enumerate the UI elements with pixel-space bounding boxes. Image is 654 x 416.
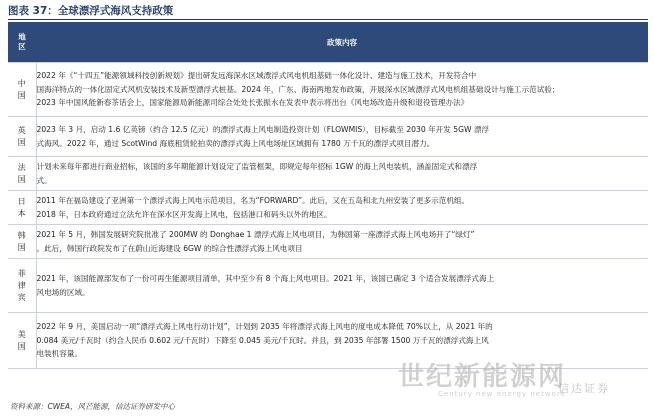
table-row — [8, 63, 648, 117]
table-row — [8, 117, 648, 157]
policy-line: 电装机容量。 — [36, 349, 83, 359]
policy-line: 国海洋特点的一体化固定式风机安装技术及新型漂浮式桩基。2024 年，广东、海南两地发布政策，开展深水区域漂浮式风电机组基础设计与施工示范试验； — [36, 84, 560, 94]
watermark-sub: Century new energy network — [438, 390, 566, 398]
table-row — [8, 313, 648, 369]
table-row — [8, 259, 648, 313]
table-row — [8, 225, 648, 259]
region-char: 国 — [17, 137, 26, 147]
header-region: 地区 — [8, 22, 36, 63]
region-char: 国 — [17, 242, 26, 252]
region-char: 英 — [17, 125, 26, 135]
policy-line: 0.084 美元/千瓦时（约合人民币 0.602 元/千瓦时）下降至 0.045 美元/千瓦时。并且，到 2035 年部署 1500 万千瓦的漂浮式海上风 — [36, 335, 489, 345]
region-char: 国 — [17, 341, 26, 351]
policy-cell — [36, 63, 648, 117]
table-row — [8, 191, 648, 225]
region-cell — [8, 157, 36, 191]
region-char: 国 — [17, 174, 26, 184]
region-char: 日 — [17, 196, 26, 206]
region-char: 美 — [17, 329, 26, 339]
region-cell — [8, 63, 36, 117]
region-cell — [8, 191, 36, 225]
header-content: 政策内容 — [36, 22, 648, 63]
policy-line: 2023 年 3 月，启动 1.6 亿英镑（约合 12.5 亿元）的漂浮式海上风电制造投资计划（FLOWMIS），目标截至 2030 年开发 5GW 漂浮 — [36, 124, 490, 134]
policy-cell — [36, 259, 648, 313]
region-cell — [8, 225, 36, 259]
watermark-brand: 信达证券 — [558, 382, 610, 395]
policy-line: 2023 年中国风能新春茶话会上，国家能源局新能源司综合处处长张振水在发表中表示将出台《风电场改造升级和退役管理办法》 — [36, 98, 469, 108]
table-header-row — [8, 22, 648, 63]
policy-table — [8, 22, 648, 369]
policy-line: 式。 — [36, 175, 52, 185]
policy-line: 2021 年，该国能源部发布了一份可再生能源项目清单，其中至少有 8 个海上风电项目。2021 年，该国已确定 3 个适合发展漂浮式海上 — [36, 273, 495, 283]
region-char: 中 — [17, 78, 26, 88]
region-char: 韩 — [17, 230, 26, 240]
policy-cell — [36, 117, 648, 157]
policy-line: 2018 年，日本政府通过立法允许在深水区开发海上风电，包括港口和码头以外的地区。 — [36, 209, 332, 219]
region-char: 国 — [17, 90, 26, 100]
policy-cell — [36, 313, 648, 369]
policy-line: 2022 年《“十四五”能源领域科技创新规划》提出研发远海深水区域漂浮式风电机组基础一体化设计、建造与施工技术，开发符合中 — [36, 71, 477, 81]
table-row — [8, 157, 648, 191]
policy-line: 计划未来每年都进行商业招标，该国的多年期能源计划设定了监管框架，即规定每年招标 1GW 的海上风电装机，涵盖固定式和漂浮 — [36, 161, 478, 171]
policy-cell — [36, 225, 648, 259]
policy-line: 。此后，韩国行政院发布了在蔚山近海建设 6GW 的综合性漂浮式海上风电项目 — [36, 243, 303, 253]
policy-cell — [36, 191, 648, 225]
policy-cell — [36, 157, 648, 191]
policy-line: 2011 年在福岛建设了亚洲第一个漂浮式海上风电示范项目，名为“FORWARD”。此后，又在五岛和北九州安装了更多示范机组。 — [36, 195, 470, 205]
region-cell — [8, 117, 36, 157]
figure-title: 图表 37：全球漂浮式海风支持政策 — [8, 3, 648, 20]
policy-line: 2021 年 5 月，韩国发展研究院批准了 200MW 的 Donghae 1 漂浮式海上风电项目，为韩国第一座漂浮式海上风电场开了“绿灯” — [36, 229, 475, 239]
watermark-main: 世纪新能源网 — [398, 362, 567, 392]
policy-line: 风电场的区域。 — [36, 287, 90, 297]
source-note: 资料来源：CWEA，风芒能源，信达证券研发中心 — [10, 402, 176, 411]
region-cell — [8, 313, 36, 369]
region-char: 菲 — [17, 268, 26, 278]
policy-line: 式海风。2022 年，通过 ScotWind 海底租赁轮拍卖的漂浮式海上风电场址区域拥有 1780 万千瓦的漂浮式项目潜力。 — [36, 138, 435, 148]
region-cell — [8, 259, 36, 313]
region-char: 本 — [17, 208, 26, 218]
region-char: 法 — [17, 162, 26, 172]
region-char: 宾 — [17, 292, 26, 302]
region-char: 律 — [17, 280, 26, 290]
policy-line: 2022 年 9 月，美国启动一项“漂浮式海上风电行动计划”，计划到 2035 年将漂浮式海上风电的度电成本降低 70%以上，从 2021 年的 — [36, 322, 493, 332]
